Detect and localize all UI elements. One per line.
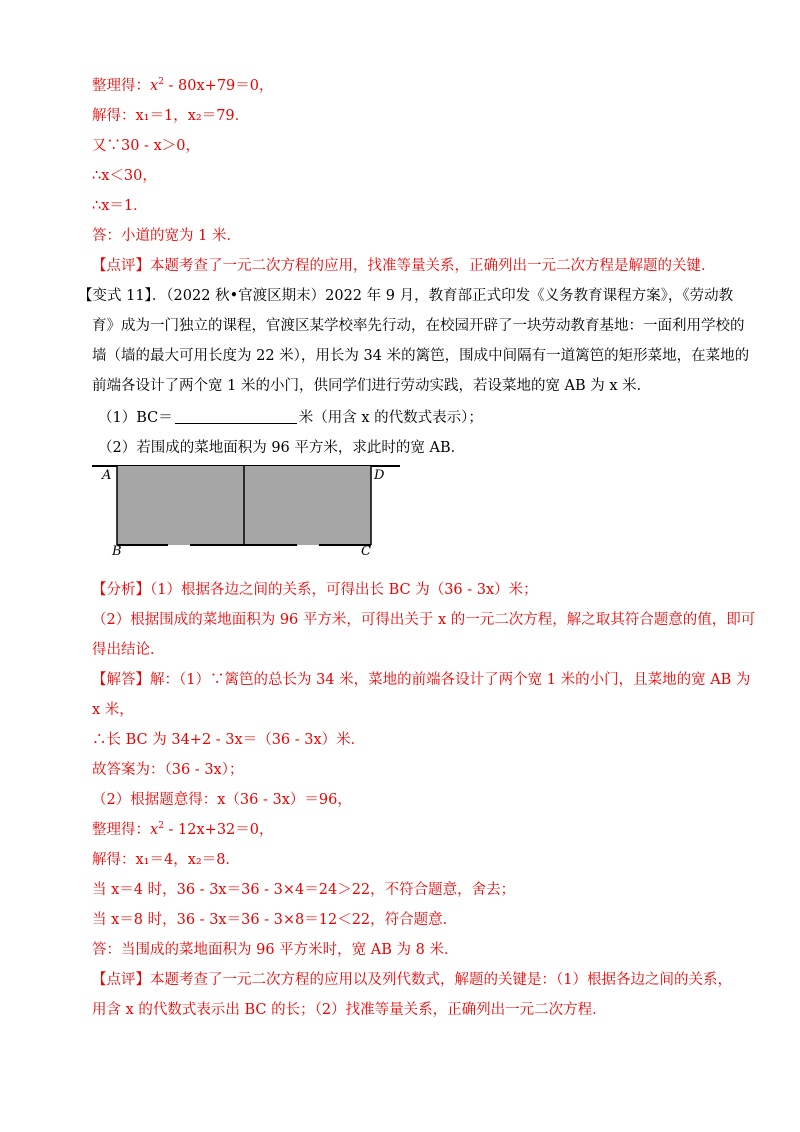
q1-suffix: 米（用含 x 的代数式表示）； (298, 410, 483, 426)
solution-line-6 (92, 820, 274, 840)
solution-line-1 (92, 670, 750, 690)
simplify-line-prev (92, 76, 274, 96)
simplify-expr: - 80x+79＝0， (163, 78, 274, 94)
solution-line-7: 解得：x₁＝4，x₂＝8． (92, 852, 240, 868)
analysis-line-1 (92, 580, 538, 600)
solution-text-1: 解：（1）∵篱笆的总长为 34 米，菜地的前端各设计了两个宽 1 米的小门，且菜地的宽 AB 为 (150, 672, 751, 688)
comment-text: 本题考查了一元二次方程的应用，找准等量关系，正确列出一元二次方程是解题的关键． (150, 258, 716, 274)
solution-line-5: （2）根据题意得：x（36 - 3x）＝96， (92, 792, 352, 808)
simplify-expr-2: - 12x+32＝0， (163, 822, 274, 838)
var-x-2: x (150, 822, 159, 838)
solution-line-4: 故答案为：（36 - 3x）； (92, 762, 244, 778)
also-line: 又∵30 - x＞0， (92, 138, 200, 154)
answer-blank (175, 409, 297, 424)
exponent-2: 2 (158, 821, 164, 831)
solution-tag: 【解答】 (92, 672, 150, 688)
solution-line-3: ∴长 BC 为 34+2 - 3x＝（36 - 3x）米． (92, 732, 366, 748)
answer-line-prev: 答：小道的宽为 1 米． (92, 228, 241, 244)
analysis-tag: 【分析】 (92, 582, 150, 598)
analysis-line-2: （2）根据围成的菜地面积为 96 平方米，可得出关于 x 的一元二次方程，解之取其符合题意的值，即可 (92, 612, 756, 628)
therefore-line-1: ∴x＜30， (92, 168, 157, 184)
solution-line-8: 当 x＝4 时，36 - 3x＝36 - 3×4＝24＞22，不符合题意，舍去； (92, 882, 516, 898)
simplify-label: 整理得： (92, 78, 150, 94)
solve-label: 解得： (92, 108, 136, 124)
therefore-line-2: ∴x＝1． (92, 198, 148, 214)
label-C: C (361, 544, 371, 559)
comment-line-1 (92, 970, 732, 990)
problem-text: ．（2022 秋•官渡区期末）2022 年 9 月，教育部正式印发《义务教育课程方案》，《劳动教 (151, 288, 734, 304)
comment-line-2: 用含 x 的代数式表示出 BC 的长；（2）找准等量关系，正确列出一元二次方程． (92, 1002, 607, 1018)
analysis-line-3: 得出结论． (92, 642, 165, 658)
comment-text-1: 本题考查了一元二次方程的应用以及列代数式，解题的关键是：（1）根据各边之间的关系， (150, 972, 732, 988)
comment-tag-2: 【点评】 (92, 972, 150, 988)
solution-line-10: 答：当围成的菜地面积为 96 平方米时，宽 AB 为 8 米． (92, 942, 459, 958)
problem-line-1 (78, 286, 733, 306)
problem-tag: 【变式 11】 (78, 288, 152, 304)
comment-prev (92, 256, 716, 276)
solve-line-prev (92, 106, 249, 126)
solution-line-9: 当 x＝8 时，36 - 3x＝36 - 3×8＝12＜22，符合题意． (92, 912, 458, 928)
simplify-label-2: 整理得： (92, 822, 150, 838)
analysis-text-1: （1）根据各边之间的关系，可得出长 BC 为（36 - 3x）米； (150, 582, 538, 598)
solution-line-2: x 米， (92, 702, 134, 718)
question-2: （2）若围成的菜地面积为 96 平方米，求此时的宽 AB． (98, 440, 466, 456)
q1-prefix: （1）BC＝ (98, 410, 173, 426)
label-D: D (374, 468, 385, 483)
problem-line-2: 育》成为一门独立的课程，官渡区某学校率先行动，在校园开辟了一块劳动教育基地：一面利用学校的 (92, 318, 745, 334)
label-A: A (102, 468, 112, 483)
exponent: 2 (158, 77, 164, 87)
var-x: x (150, 78, 159, 94)
comment-tag: 【点评】 (92, 258, 150, 274)
problem-line-3: 墙（墙的最大可用长度为 22 米），用长为 34 米的篱笆，围成中间隔有一道篱笆的矩形菜地，在菜地的 (92, 348, 750, 364)
solve-expr: x₁＝1，x₂＝79． (135, 108, 250, 124)
problem-line-4: 前端各设计了两个宽 1 米的小门，供同学们进行劳动实践，若设菜地的宽 AB 为 x 米． (92, 378, 652, 394)
label-B: B (112, 544, 122, 559)
question-1 (98, 408, 483, 428)
garden-diagram (90, 460, 410, 570)
